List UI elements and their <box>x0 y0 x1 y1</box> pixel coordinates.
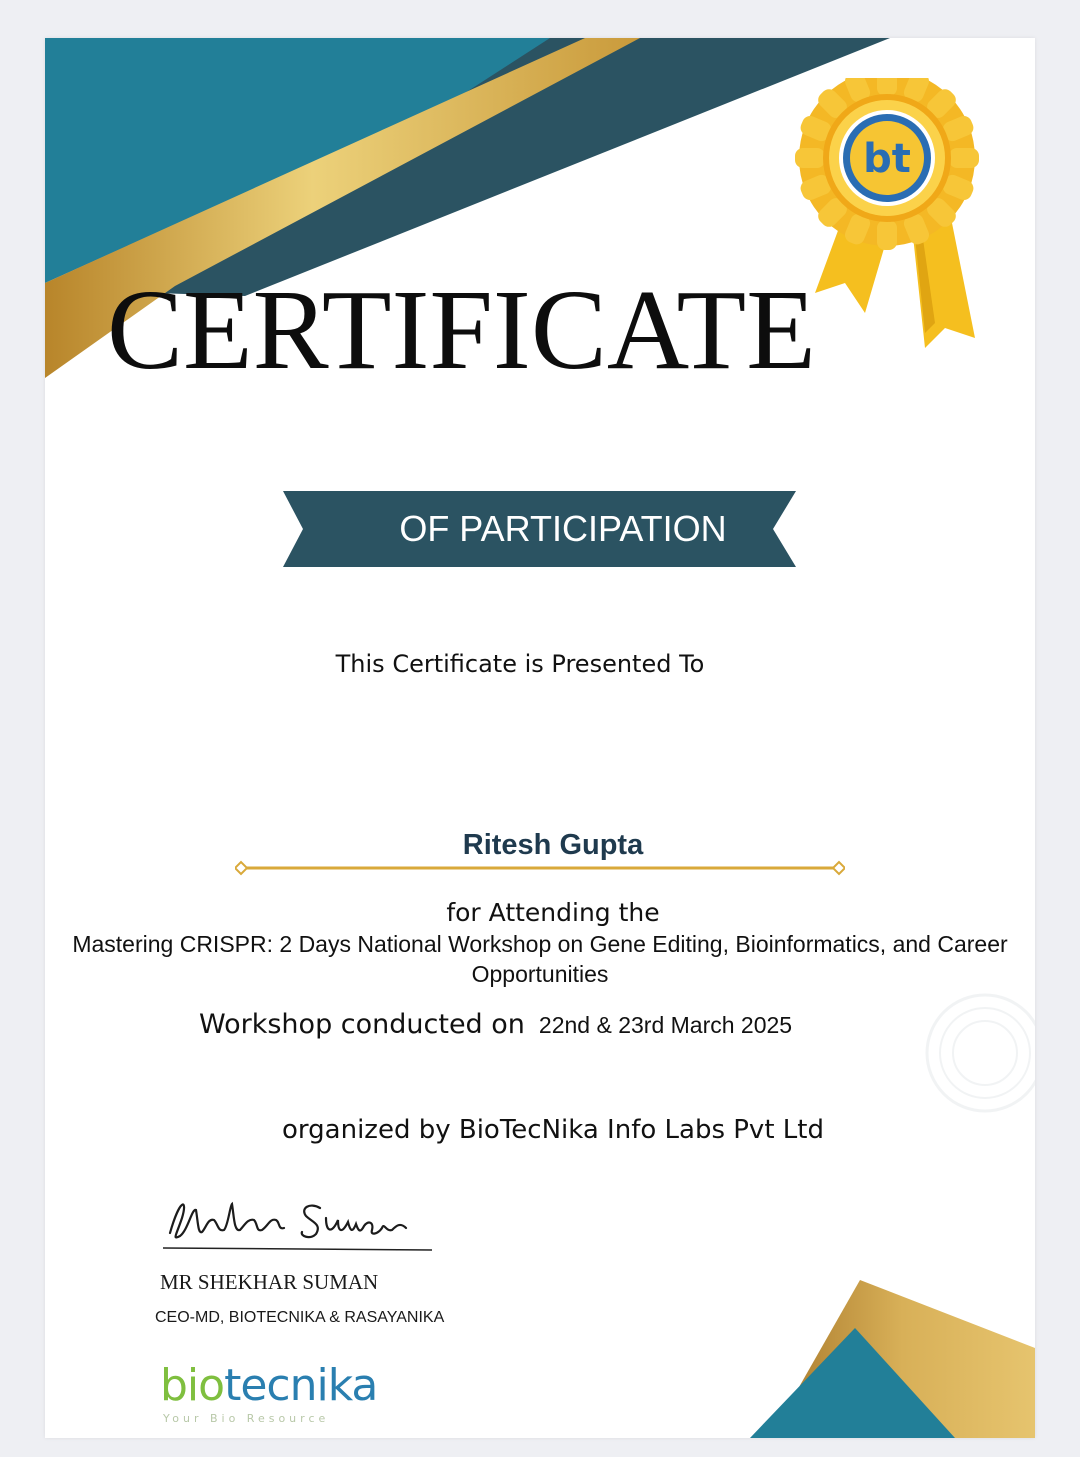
seal-initials: bt <box>863 136 911 182</box>
signer-name: MR SHEKHAR SUMAN <box>160 1270 379 1294</box>
conducted-date: 22nd & 23rd March 2025 <box>538 1012 793 1038</box>
svg-text:biotecnika: biotecnika <box>160 1360 378 1411</box>
organized-by-text: organized by BioTecNika Info Labs Pvt Ltd <box>282 1115 824 1145</box>
certificate-page <box>45 38 1035 1438</box>
bottom-decoration <box>45 38 1035 1438</box>
signer-title: CEO-MD, BIOTECNIKA & RASAYANIKA <box>155 1309 445 1326</box>
certificate-subtitle: OF PARTICIPATION <box>399 508 727 549</box>
presented-to-text: This Certificate is Presented To <box>335 650 705 678</box>
logo-tagline: Your Bio Resource <box>163 1412 330 1425</box>
workshop-name: Mastering CRISPR: 2 Days National Workshop on Gene Editing, Bioinformatics, and Career Opportunities <box>72 931 1008 987</box>
certificate-title: CERTIFICATE <box>107 266 816 393</box>
conducted-label: Workshop conducted on <box>199 1009 525 1040</box>
recipient-name: Ritesh Gupta <box>462 829 644 861</box>
attending-text: for Attending the <box>446 898 660 927</box>
